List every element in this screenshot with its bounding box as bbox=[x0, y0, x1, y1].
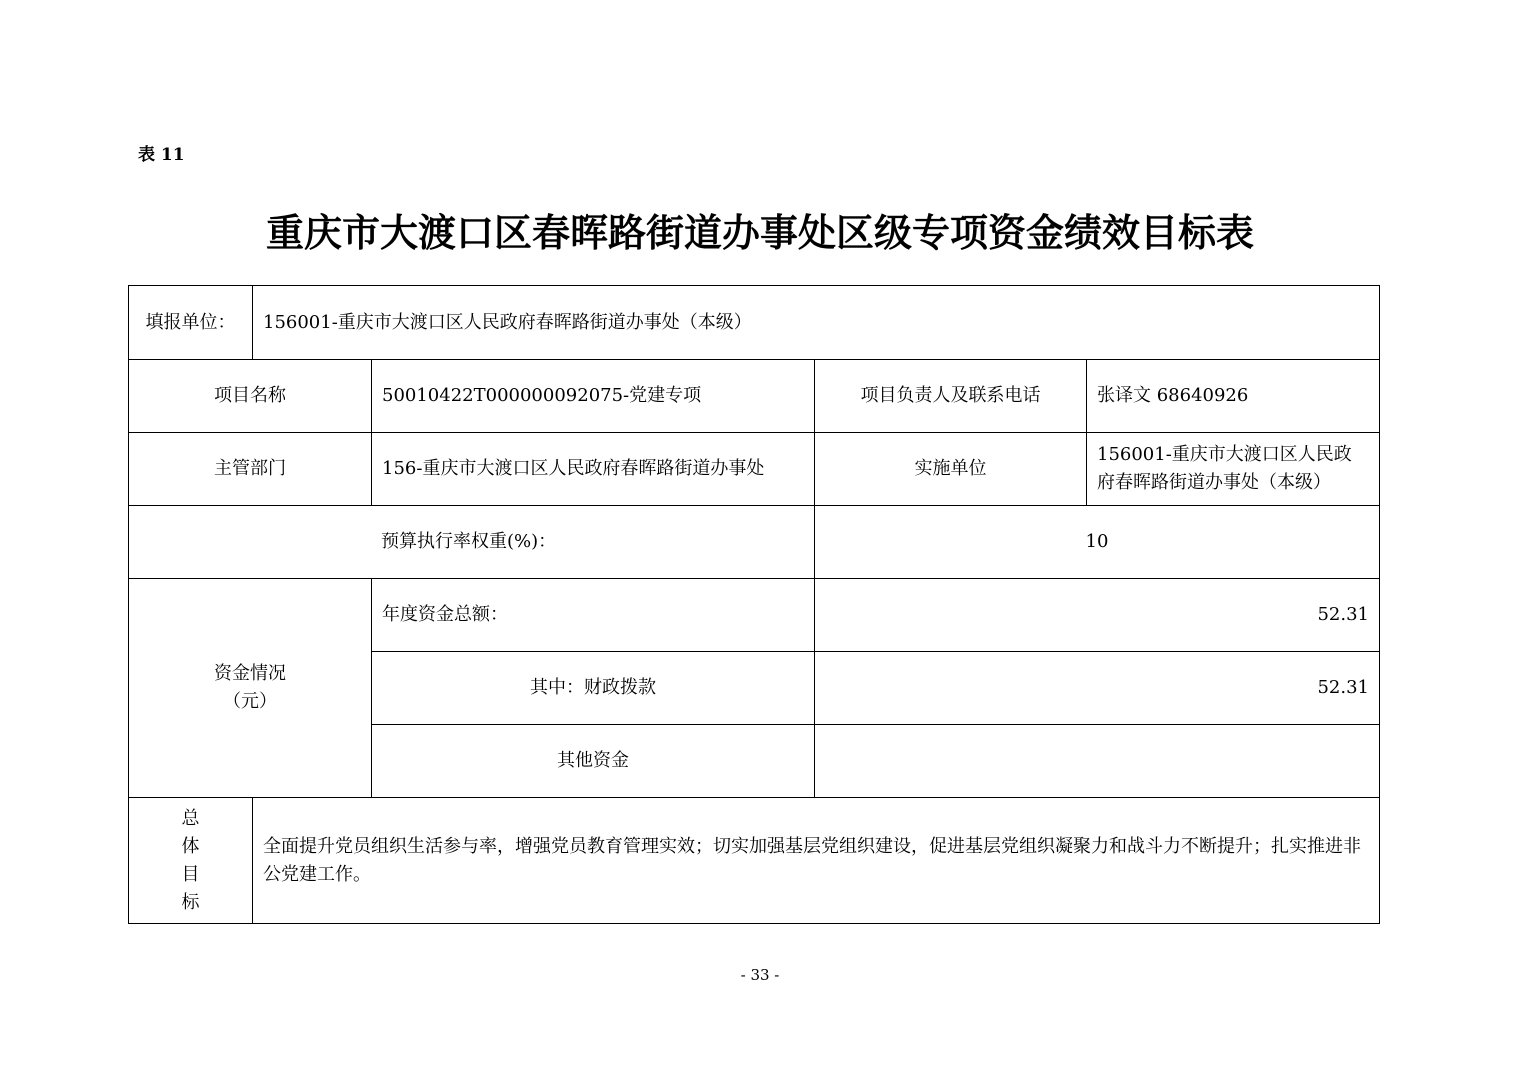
page-number: - 33 - bbox=[740, 966, 780, 984]
implementer-value: 156001-重庆市大渡口区人民政府春晖路街道办事处（本级） bbox=[1087, 433, 1379, 506]
annual-total-label: 年度资金总额： bbox=[372, 579, 815, 652]
performance-goal-table bbox=[128, 285, 1380, 924]
project-contact-label: 项目负责人及联系电话 bbox=[815, 360, 1087, 433]
other-funds-value bbox=[815, 725, 1379, 798]
funds-label bbox=[129, 579, 372, 798]
funds-label-line1: 资金情况 bbox=[214, 663, 286, 684]
overall-goal-label bbox=[129, 798, 253, 923]
supervisor-label: 主管部门 bbox=[129, 433, 372, 506]
overall-goal-char: 总 bbox=[181, 807, 200, 829]
budget-weight-value: 10 bbox=[815, 506, 1379, 579]
overall-goal-value: 全面提升党员组织生活参与率，增强党员教育管理实效；切实加强基层党组织建设，促进基层党组织凝聚力和战斗力不断提升；扎实推进非公党建工作。 bbox=[263, 835, 1361, 885]
overall-goal-char: 标 bbox=[181, 891, 200, 913]
other-funds-label: 其他资金 bbox=[372, 725, 815, 798]
fiscal-allocation-value: 52.31 bbox=[815, 652, 1379, 725]
project-contact-value: 张译文 68640926 bbox=[1087, 360, 1379, 433]
funds-label-line2: （元） bbox=[223, 691, 277, 712]
project-name-label: 项目名称 bbox=[129, 360, 372, 433]
supervisor-value: 156-重庆市大渡口区人民政府春晖路街道办事处 bbox=[372, 433, 815, 506]
overall-goal-char: 目 bbox=[181, 863, 200, 885]
document-title: 重庆市大渡口区春晖路街道办事处区级专项资金绩效目标表 bbox=[265, 211, 1254, 255]
fiscal-allocation-label: 其中：财政拨款 bbox=[372, 652, 815, 725]
reporting-unit-label: 填报单位： bbox=[129, 286, 253, 360]
budget-weight-label: 预算执行率权重(%)： bbox=[129, 506, 815, 579]
project-name-value: 50010422T000000092075-党建专项 bbox=[372, 360, 815, 433]
overall-goal-char: 体 bbox=[181, 835, 200, 857]
table-number-label: 表 11 bbox=[138, 145, 185, 165]
implementer-label: 实施单位 bbox=[815, 433, 1087, 506]
reporting-unit-value: 156001-重庆市大渡口区人民政府春晖路街道办事处（本级） bbox=[253, 286, 1379, 360]
annual-total-value: 52.31 bbox=[815, 579, 1379, 652]
